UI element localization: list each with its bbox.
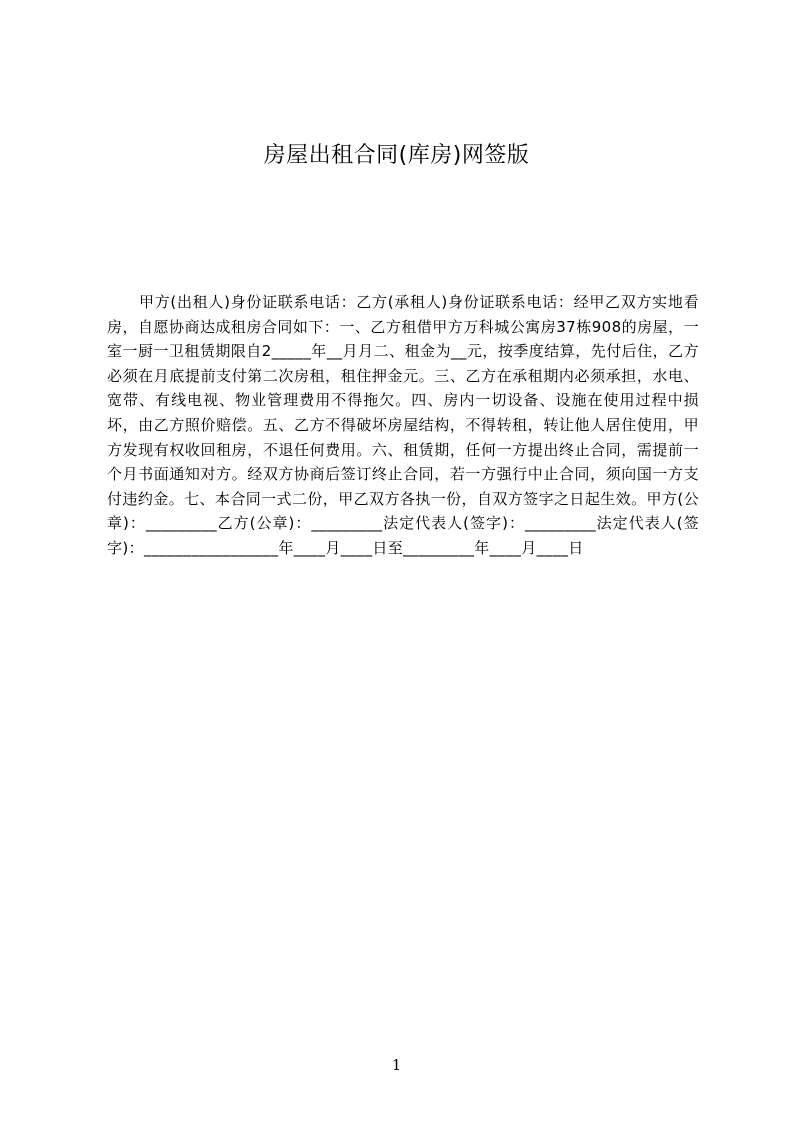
page-number: 1 bbox=[391, 1056, 402, 1074]
contract-body-paragraph: 甲方(出租人)身份证联系电话：乙方(承租人)身份证联系电话：经甲乙双方实地看房，自愿协商达成租房合同如下：一、乙方租借甲方万科城公寓房37栋908的房屋，一室一厨一卫租赁期限自2_____年__月月二、租金为__元，按季度结算，先付后住，乙方必须在月底提前支付第二次房租，租住押金元。三、乙方在承租期内必须承担，水电、宽带、有线电视、物业管理费用不得拖欠。四、房内一切设备、设施在使用过程中损坏，由乙方照价赔偿。五、乙方不得破坏房屋结构，不得转租，转让他人居住使用，甲方发现有权收回租房，不退任何费用。六、租赁期，任何一方提出终止合同，需提前一个月书面通知对方。经双方协商后签订终止合同，若一方强行中止合同，须向国一方支付违约金。七、本合同一式二份，甲乙双方各执一份，自双方签字之日起生效。甲方(公章)：_________乙方(公章)：_________法定代表人(签字)：_________法定代表人(签字)：_________________年____月____日至_________年____月____日 bbox=[107, 293, 699, 557]
document-title: 房屋出租合同(库房)网签版 bbox=[263, 143, 530, 168]
